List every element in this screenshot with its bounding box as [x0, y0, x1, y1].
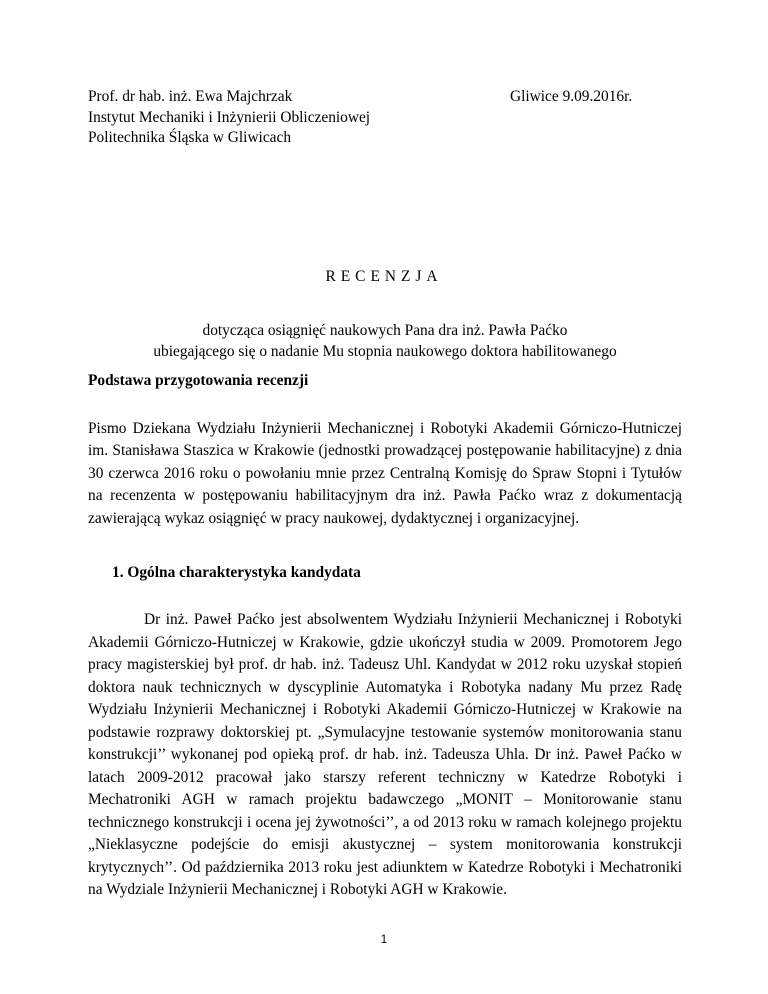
- section-1-paragraph: Dr inż. Paweł Paćko jest absolwentem Wydziału Inżynierii Mechanicznej i Robotyki Akademii Górniczo-Hutniczej w Krakowie, gdzie ukończył studia w 2009. Promotorem Jego pracy magisterskiej był prof. dr hab. inż. Tadeusz Uhl. Kandydat w 2012 roku uzyskał stopień doktora nauk technicznych w dyscyplinie Automatyka i Robotyka nadany Mu przez Radę Wydziału Inżynierii Mechanicznej i Robotyki Akademii Górniczo-Hutniczej w Krakowie na podstawie rozprawy doktorskiej pt. „Symulacyjne testowanie systemów monitorowania stanu konstrukcji’’ wykonanej pod opieką prof. dr hab. inż. Tadeusza Uhla. Dr inż. Paweł Paćko w latach 2009-2012 pracował jako starszy referent techniczny w Katedrze Robotyki i Mechatroniki AGH w ramach projektu badawczego „MONIT – Monitorowanie stanu technicznego konstrukcji i ocena jej żywotności’’, a od 2013 roku w ramach kolejnego projektu „Nieklasyczne podejście do emisji akustycznej – system monitorowania konstrukcji krytycznych’’. Od października 2013 roku jest adiunktem w Katedrze Robotyki i Mechatroniki na Wydziale Inżynierii Mechanicznej i Robotyki AGH w Krakowie.: [88, 611, 682, 898]
- section-1-heading: 1. Ogólna charakterystyka kandydata: [112, 564, 361, 581]
- author-name: Prof. dr hab. inż. Ewa Majchrzak: [88, 88, 293, 105]
- basis-paragraph: Pismo Dziekana Wydziału Inżynierii Mechanicznej i Robotyki Akademii Górniczo-Hutniczej im. Stanisława Staszica w Krakowie (jednostki prowadzącej postępowanie habilitacyjne) z dnia 30 czerwca 2016 roku o powołaniu mnie przez Centralną Komisję do Spraw Stopni i Tytułów na recenzenta w postępowaniu habilitacyjnym dra inż. Pawła Paćko wraz z dokumentacją zawierającą wykaz osiągnięć w pracy naukowej, dydaktycznej i organizacyjnej.: [88, 420, 682, 527]
- author-institute: Instytut Mechaniki i Inżynierii Obliczeniowej: [88, 108, 371, 126]
- author-university: Politechnika Śląska w Gliwicach: [88, 129, 292, 146]
- subtitle-line-2: ubiegającego się o nadanie Mu stopnia naukowego doktora habilitowanego: [153, 343, 617, 360]
- document-subtitle: [88, 320, 682, 362]
- page-number: 1: [380, 934, 388, 946]
- subtitle-line-1: dotycząca osiągnięć naukowych Pana dra inż. Pawła Paćko: [202, 322, 568, 339]
- basis-heading: Podstawa przygotowania recenzji: [88, 372, 309, 389]
- document-title: RECENZJA: [325, 268, 443, 285]
- place-date: Gliwice 9.09.2016r.: [510, 88, 633, 105]
- author-block: [88, 87, 370, 149]
